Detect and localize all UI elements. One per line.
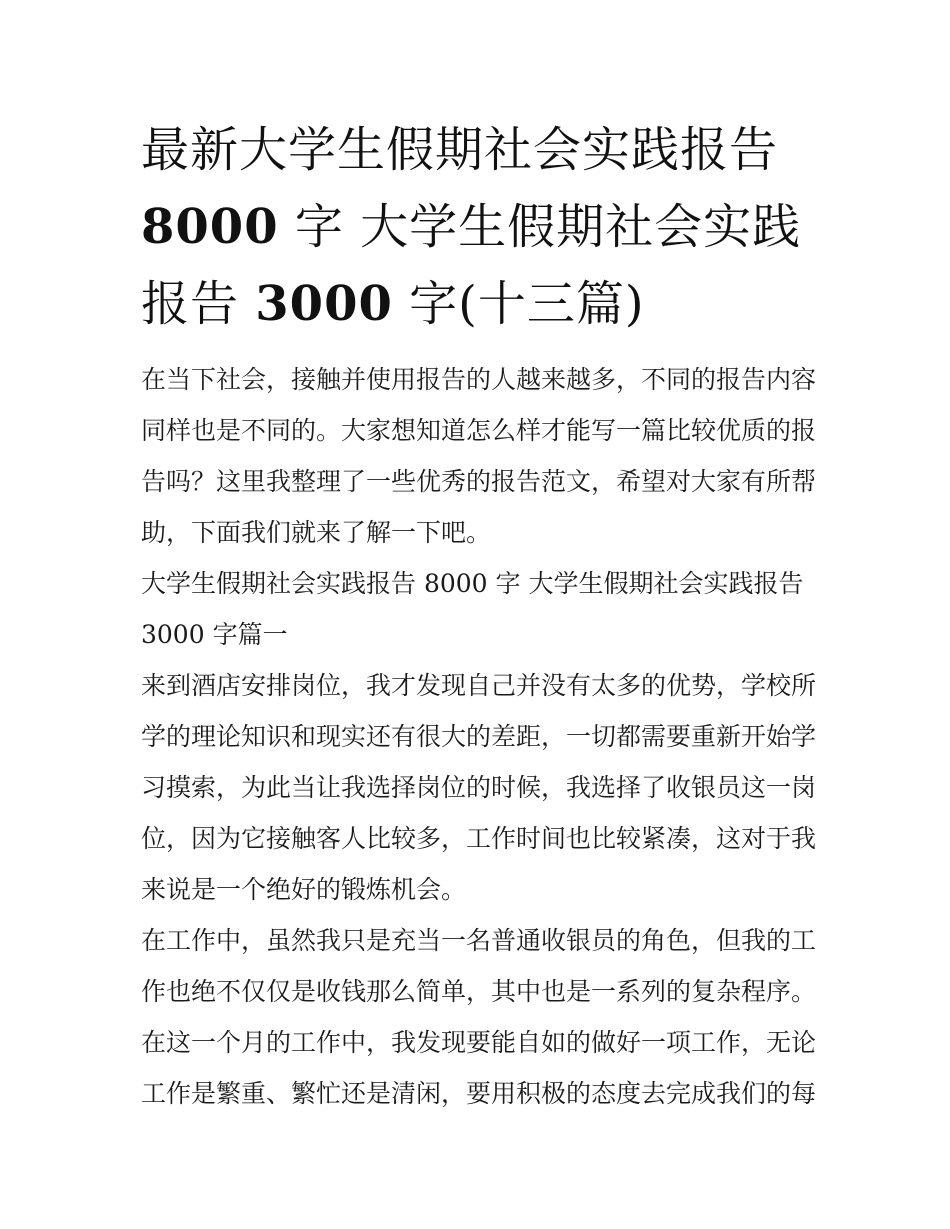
body-paragraph: 来到酒店安排岗位，我才发现自己并没有太多的优势，学校所学的理论知识和现实还有很大的差距，一切都需要重新开始学习摸索，为此当让我选择岗位的时候，我选择了收银员这一岗位，因为它接触客人比较多，工作时间也比较紧凑，这对于我来说是一个绝好的锻炼机会。 — [141, 671, 817, 904]
body-paragraph: 在工作中，虽然我只是充当一名普通收银员的角色，但我的工作也绝不仅仅是收钱那么简单，其中也是一系列的复杂程序。 — [141, 926, 817, 1006]
title-line-1: 最新大学生假期社会实践报告 — [141, 122, 779, 178]
section-heading: 大学生假期社会实践报告 8000 字 大学生假期社会实践报告 3000 字篇一 — [141, 569, 804, 649]
intro-paragraph: 在当下社会，接触并使用报告的人越来越多，不同的报告内容同样也是不同的。大家想知道怎么样才能写一篇比较优质的报告吗？这里我整理了一些优秀的报告范文，希望对大家有所帮助，下面我们就来了解一下吧。 — [141, 365, 817, 547]
title-number-3000: 3000 — [255, 276, 393, 332]
body-paragraph: 在这一个月的工作中，我发现要能自如的做好一项工作，无论工作是繁重、繁忙还是清闲，要用积极的态度去完成我们的每 — [141, 1028, 817, 1108]
title-line-2-text: 字 大学生假期社会实践 — [278, 199, 802, 255]
document-title — [141, 112, 831, 343]
title-number-8000: 8000 — [141, 199, 279, 255]
title-line-3-text: 字(十三篇) — [392, 276, 645, 332]
document-body — [141, 354, 831, 1119]
title-line-3-prefix: 报告 — [141, 276, 256, 332]
